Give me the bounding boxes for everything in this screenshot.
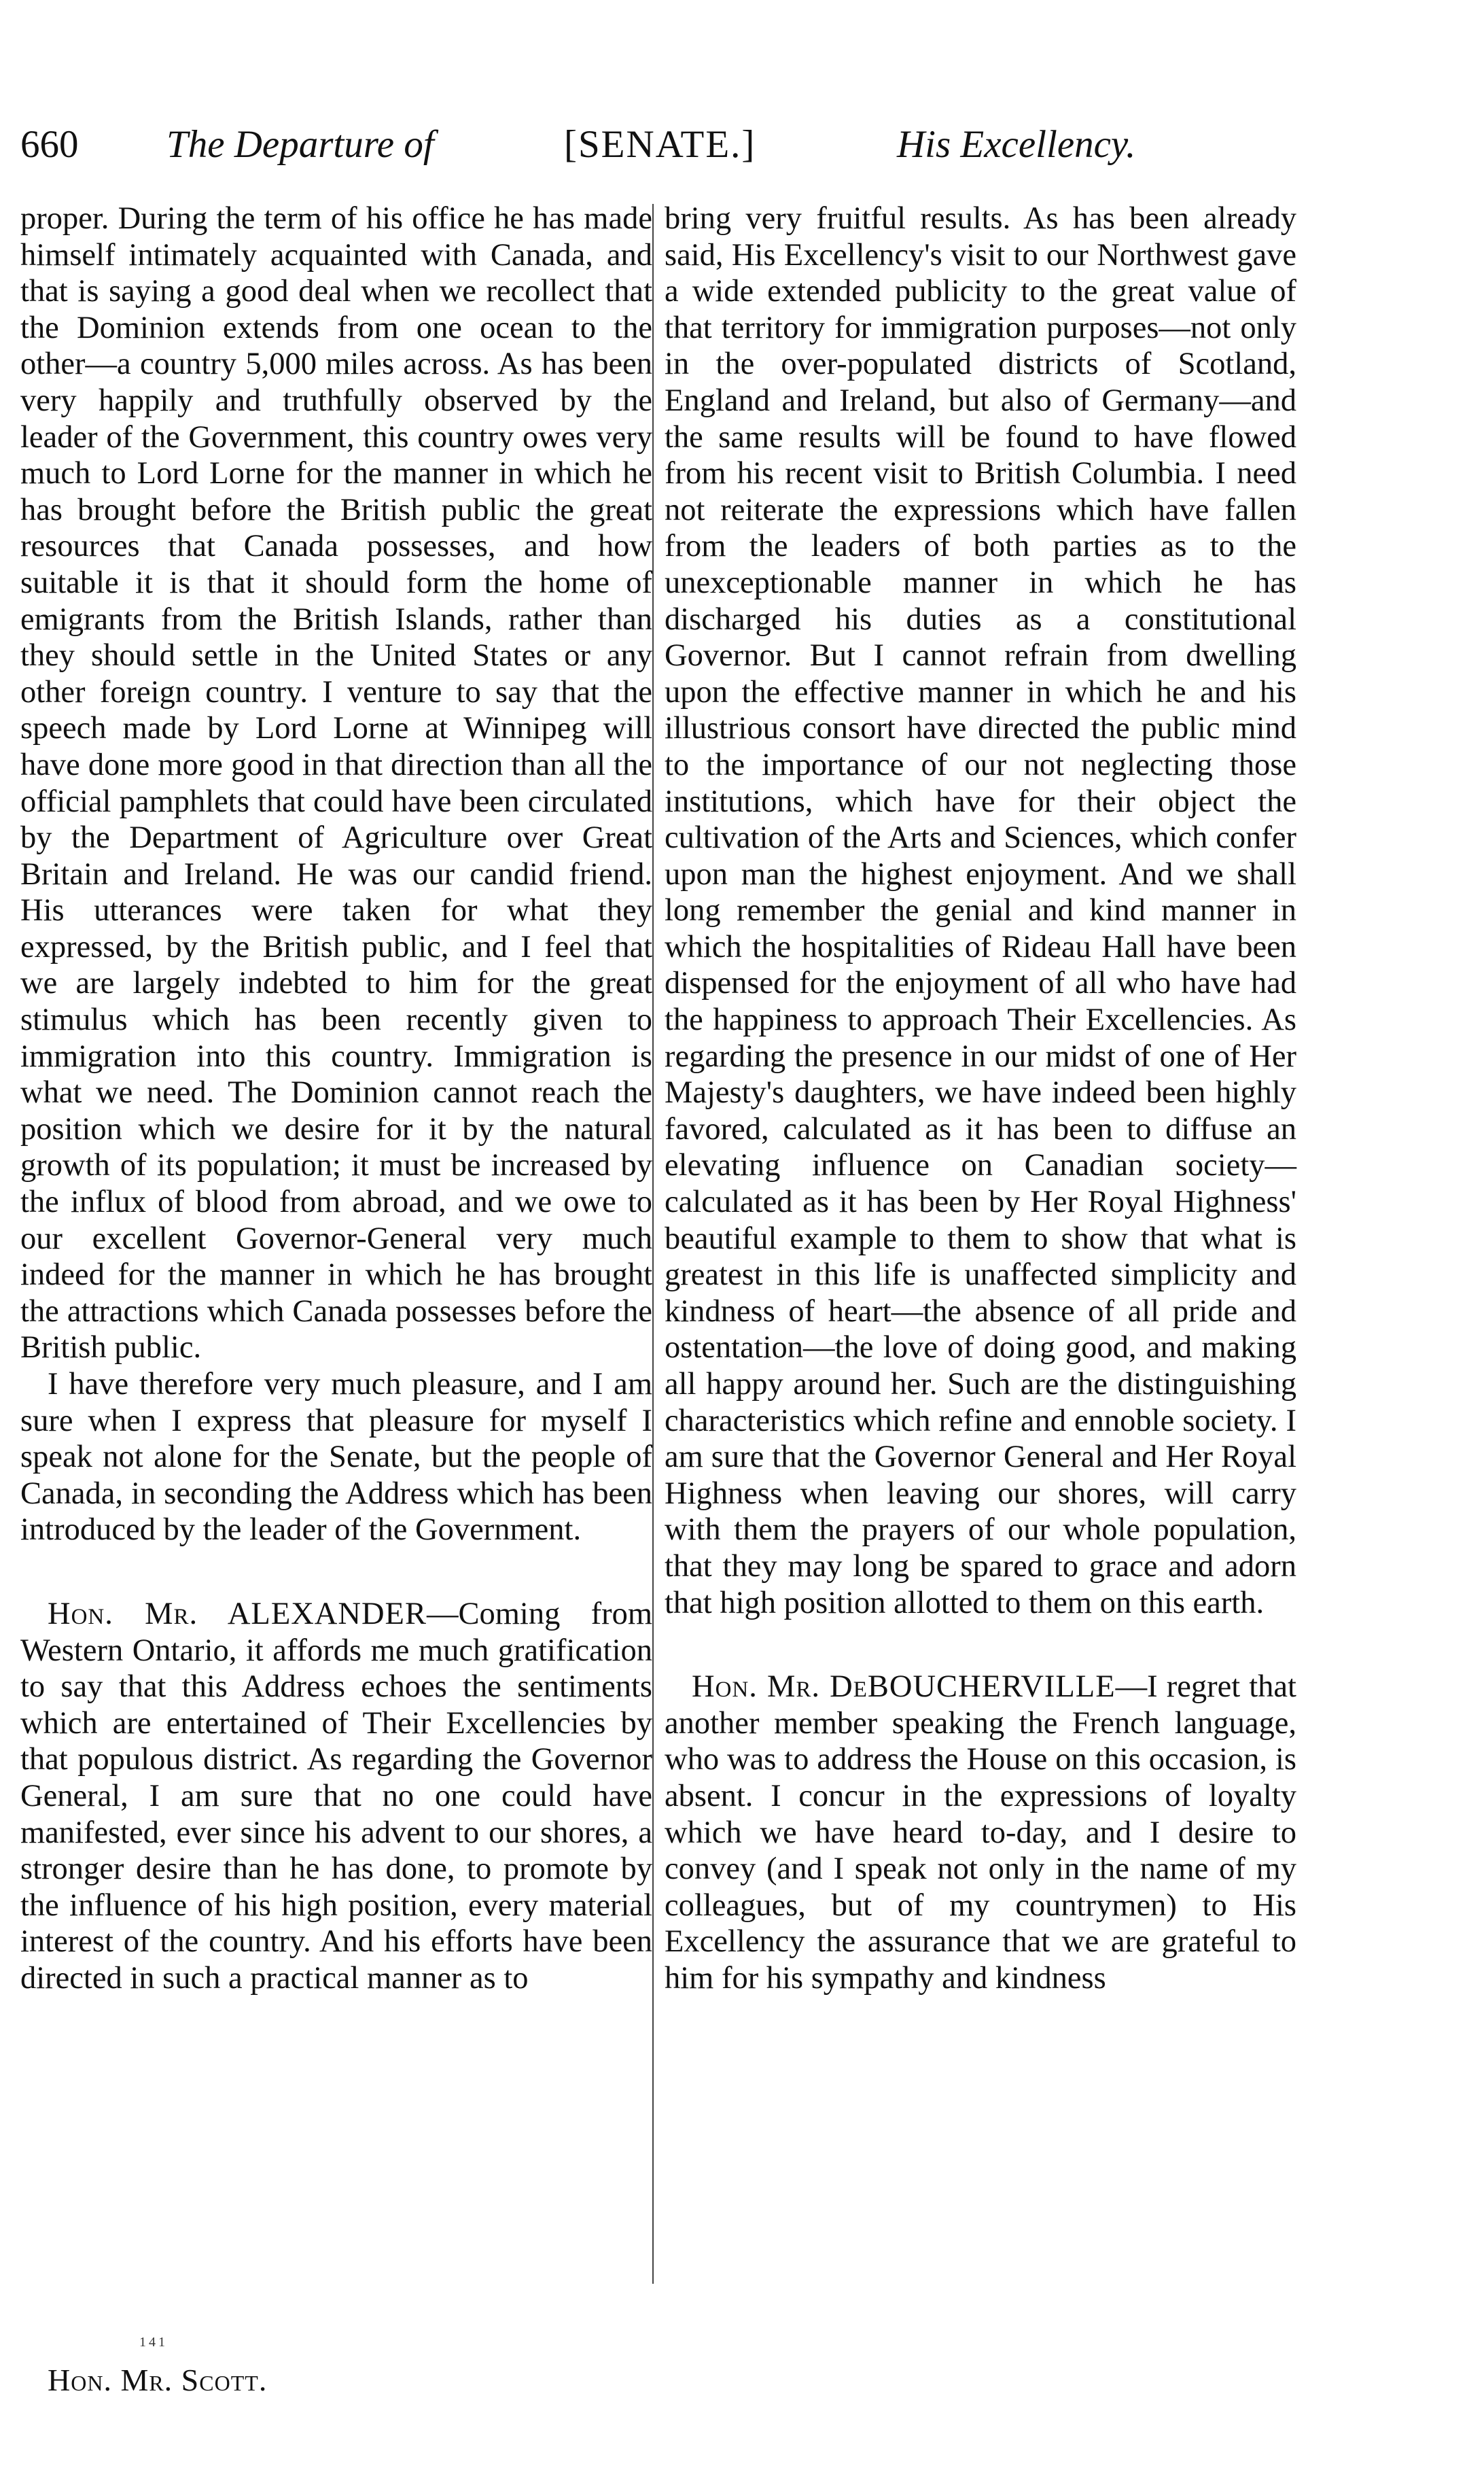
header-center-title: [SENATE.] bbox=[564, 123, 756, 166]
speaker-name-deboucherville: Hon. Mr. DeBOUCHERVILLE bbox=[692, 1669, 1116, 1705]
right-column bbox=[665, 201, 1296, 1997]
alexander-speech bbox=[20, 1596, 652, 1997]
running-head bbox=[20, 114, 1176, 175]
deboucherville-speech-text: —I regret that another member speaking the French language, who was to address the House on this occasion, is absent. I concur in the expressions of loyalty which we have heard to-day, and I desire to convey (and I speak not only in the name of my colleagues, but of my countrymen) to His Excellency the assurance that we are grateful to him for his sympathy and kindness bbox=[665, 1669, 1296, 1996]
header-left-title: The Departure of bbox=[166, 123, 434, 166]
speaker-name-alexander: Hon. Mr. ALEXANDER bbox=[48, 1596, 427, 1631]
footer-catchword: Hon. Mr. Scott. bbox=[48, 2363, 268, 2397]
left-column bbox=[20, 201, 652, 1997]
right-paragraph-1: bring very fruitful results. As has been already said, His Excellency's visit to our Northwest gave a wide extended publicity to the great value of that territory for immigration purposes—not only in the over-populated districts of Scotland, England and Ireland, but also of Germany—and the same results will be found to have flowed from his recent visit to British Columbia. I need not reiterate the expressions which have fallen from the leaders of both parties as to the unexceptionable manner in which he has discharged his duties as a constitutional Governor. But I cannot refrain from dwelling upon the effective manner in which he and his illustrious consort have directed the public mind to the importance of our not neglecting those institutions, which have for their object the cultivation of the Arts and Sciences, which confer upon man the highest enjoyment. And we shall long remember the genial and kind manner in which the hospitalities of Rideau Hall have been dispensed for the enjoyment of all who have had the happiness to approach Their Excellencies. As regarding the presence in our midst of one of Her Majesty's daughters, we have indeed been highly favored, calculated as it has been to diffuse an elevating influence on Canadian society—calculated as it has been by Her Royal Highness' beautiful example to them to show that what is greatest in this life is unaffected simplicity and kindness of heart—the absence of all pride and ostentation—the love of doing good, and making all happy around her. Such are the distinguishing characteristics which refine and ennoble society. I am sure that the Governor General and Her Royal Highness when leaving our shores, will carry with them the prayers of our whole population, that they may long be spared to grace and adorn that high position allotted to them on this earth. bbox=[665, 201, 1296, 1620]
left-paragraph-2: I have therefore very much pleasure, and I am sure when I express that pleasure for myself I speak not alone for the Senate, but the people of Canada, in seconding the Address which has been introduced by the leader of the Government. bbox=[20, 1367, 652, 1548]
header-right-title: His Excellency. bbox=[897, 123, 1136, 166]
deboucherville-speech bbox=[665, 1669, 1296, 1996]
left-paragraph-1: proper. During the term of his office he has made himself intimately acquainted with Canada, and that is saying a good deal when we recollect that the Dominion extends from one ocean to the other—a country 5,000 miles across. As has been very happily and truthfully observed by the leader of the Government, this country owes very much to Lord Lorne for the manner in which he has brought before the British public the great resources that Canada possesses, and how suitable it is that it should form the home of emigrants from the British Islands, rather than they should settle in the United States or any other foreign country. I venture to say that the speech made by Lord Lorne at Winnipeg will have done more good in that direction than all the official pamphlets that could have been circulated by the Department of Agriculture over Great Britain and Ireland. He was our candid friend. His utterances were taken for what they expressed, by the British public, and I feel that we are largely indebted to him for the great stimulus which has been recently given to immigration into this country. Immigration is what we need. The Dominion cannot reach the position which we desire for it by the natural growth of its population; it must be increased by the influx of blood from abroad, and we owe to our excellent Governor-General very much indeed for the manner in which he has brought the attractions which Canada possesses before the British public. bbox=[20, 201, 652, 1366]
column-divider bbox=[652, 204, 654, 2284]
alexander-speech-text: —Coming from Western Ontario, it affords me much gratification to say that this Address echoes the sentiments which are entertained of Their Excellencies by that populous district. As regarding the Governor General, I am sure that no one could have manifested, ever since his advent to our shores, a stronger desire than he has done, to promote by the influence of his high position, every material interest of the country. And his efforts have been directed in such a practical manner as to bbox=[20, 1596, 652, 1996]
page-number: 660 bbox=[20, 123, 79, 166]
footer-signature-mark: 141 bbox=[139, 2335, 168, 2350]
